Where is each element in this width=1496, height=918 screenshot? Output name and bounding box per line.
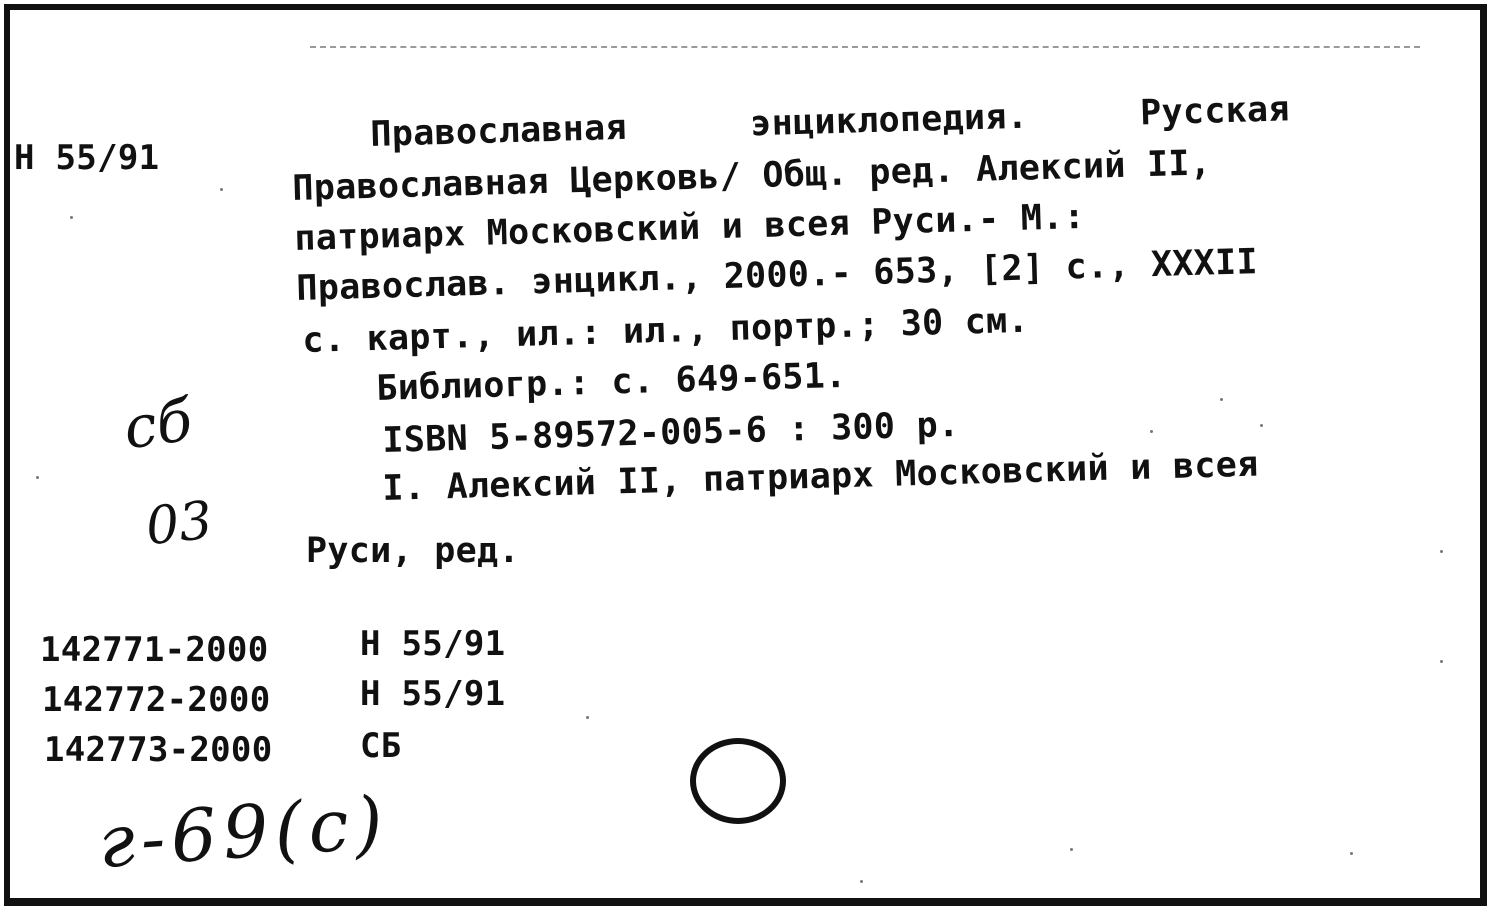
shelfmark: Н 55/91 (14, 138, 160, 178)
speck (1220, 398, 1223, 401)
description-line-3: Православ. энцикл., 2000.- 653, [2] с., XXXII (295, 242, 1259, 309)
inventory-location-3: СБ (360, 726, 402, 766)
heading-word-3: Русская (1139, 89, 1291, 134)
speck (1260, 424, 1263, 427)
handwritten-mark-sb: сб (119, 385, 197, 463)
inventory-location-1: Н 55/91 (360, 624, 506, 664)
inventory-number-3: 142773-2000 (44, 730, 273, 770)
speck (1350, 852, 1353, 855)
speck (586, 716, 589, 719)
speck (1440, 550, 1443, 553)
description-line-4: с. карт., ил.: ил., портр.; 30 см. (301, 300, 1030, 361)
circle-stamp-mark (690, 738, 786, 824)
inventory-location-2: Н 55/91 (360, 674, 506, 714)
bibliography-note: Библиогр.: с. 649-651. (375, 355, 848, 409)
speck (1070, 848, 1073, 851)
speck (1440, 660, 1443, 663)
inventory-number-1: 142771-2000 (40, 630, 269, 670)
speck (1150, 430, 1153, 433)
inventory-number-2: 142772-2000 (42, 680, 271, 720)
handwritten-mark-call-number: г-69(с) (95, 779, 392, 885)
top-dashed-rule (310, 46, 1420, 48)
description-line-2: патриарх Московский и всея Руси.- М.: (293, 196, 1086, 259)
added-entry-line-2: Руси, ред. (306, 531, 520, 571)
description-line-1: Православная Церковь/ Общ. ред. Алексий II, (291, 143, 1212, 209)
speck (220, 188, 223, 191)
heading-word-2: энциклопедия. (749, 96, 1029, 145)
added-entry-line-1: I. Алексий II, патриарх Московский и всея (381, 444, 1259, 509)
speck (70, 216, 73, 219)
isbn-note: ISBN 5-89572-005-6 : 300 р. (381, 404, 960, 461)
speck (36, 476, 39, 479)
heading-word-1: Православная (369, 107, 628, 155)
catalog-card (4, 4, 1487, 906)
handwritten-mark-03: 03 (143, 490, 216, 558)
speck (860, 880, 863, 883)
